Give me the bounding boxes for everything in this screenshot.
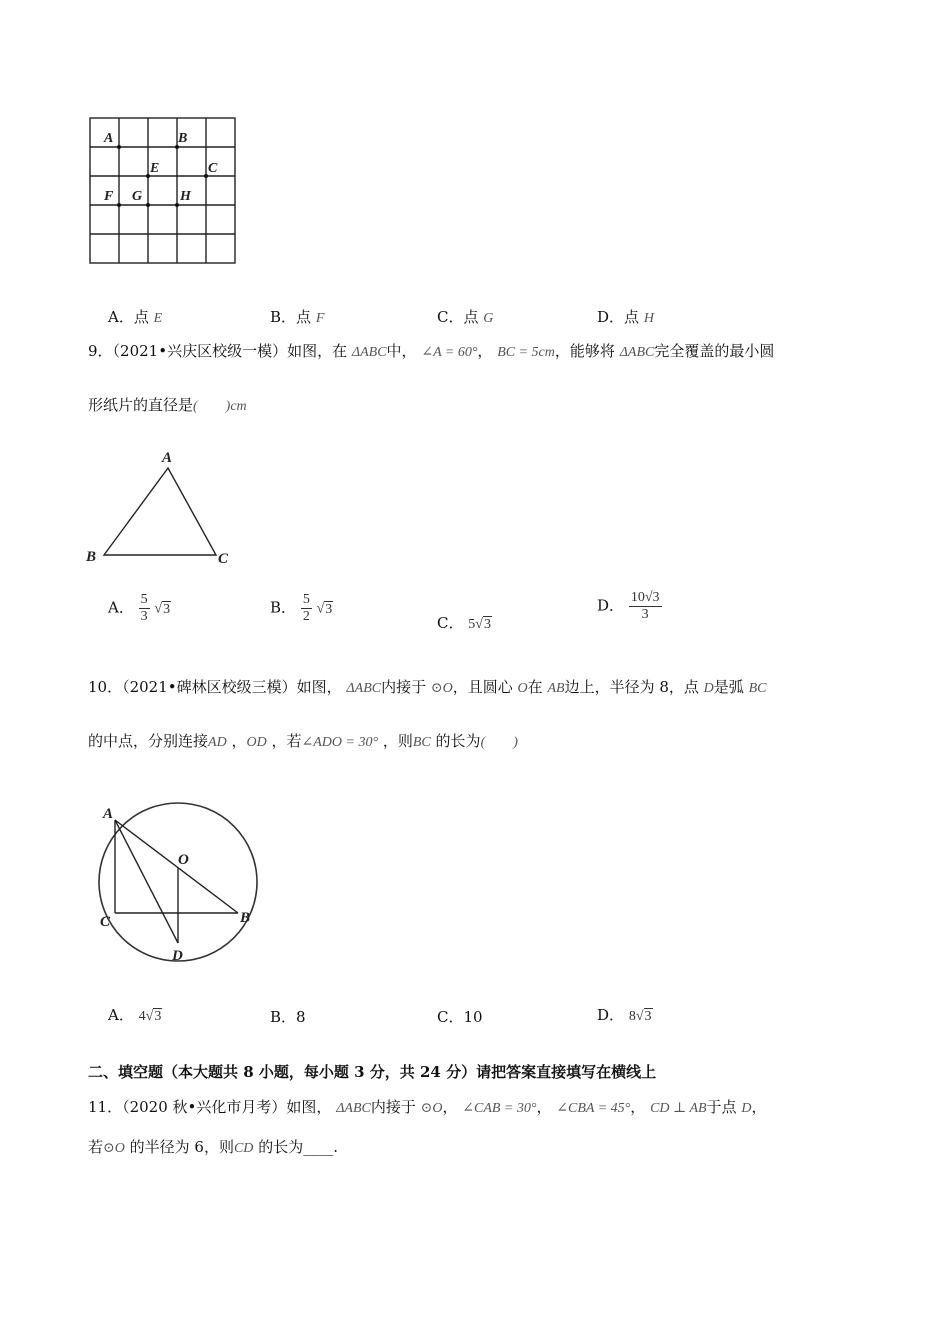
q10-circle-figure <box>92 800 267 968</box>
q10-option-d[interactable]: D． 8√3 <box>597 1006 652 1024</box>
label-c: C <box>218 551 229 567</box>
label-b: B <box>178 131 188 146</box>
label-d: D <box>172 948 183 964</box>
label-f: F <box>104 189 114 204</box>
q10-option-a[interactable]: A． 4√3 <box>108 1006 162 1024</box>
q8-grid-figure <box>88 116 238 266</box>
point-h <box>175 203 179 207</box>
q9-option-c[interactable]: C． 5√3 <box>437 614 491 632</box>
label-a: A <box>104 131 114 146</box>
answer-blank[interactable]: ____ <box>303 1138 334 1156</box>
triangle-abc <box>104 468 216 555</box>
q8-option-a[interactable]: A．点 E <box>108 308 163 326</box>
point-a <box>117 145 121 149</box>
label-o: O <box>178 852 189 868</box>
segment-ad <box>115 820 178 943</box>
q10-question-line2: 的中点，分别连接AD ，OD ，若∠ADO = 30° ，则BC 的长为( ) <box>88 732 518 750</box>
label-a: A <box>103 806 114 822</box>
q8-option-c[interactable]: C．点 G <box>437 308 494 326</box>
q10-option-b[interactable]: B．8 <box>270 1008 306 1026</box>
point-g <box>146 203 150 207</box>
label-e: E <box>150 161 160 176</box>
point-f <box>117 203 121 207</box>
q9-triangle-figure <box>82 446 242 571</box>
q8-option-d[interactable]: D．点 H <box>597 308 654 326</box>
q8-option-b[interactable]: B．点 F <box>270 308 325 326</box>
segment-ab <box>115 820 238 913</box>
label-b: B <box>86 549 97 565</box>
label-c: C <box>100 914 111 930</box>
q10-option-c[interactable]: C．10 <box>437 1008 483 1026</box>
q9-option-d[interactable]: D． $\frac{10√3}{3}$ <box>597 590 660 622</box>
section-heading: 二、填空题（本大题共 8 小题，每小题 3 分，共 24 分）请把答案直接填写在横线上 <box>88 1063 657 1081</box>
q9-question-line1: 9．（2021•兴庆区校级一模）如图，在 ΔABC中， ∠A = 60°， BC = 5cm，能够将 ΔABC完全覆盖的最小圆 <box>88 342 775 360</box>
q9-option-a[interactable]: A． $\frac{5}{3}$ √3 <box>108 592 171 624</box>
q11-question-line2: 若⊙O 的半径为 6，则CD 的长为____. <box>88 1138 338 1156</box>
q10-question-line1: 10．（2021•碑林区校级三模）如图， ΔABC内接于 ⊙O，且圆心 O在 AB边上，半径为 8，点 D是弧 BC <box>88 678 767 696</box>
label-b: B <box>240 910 251 926</box>
q11-question-line1: 11．（2020 秋•兴化市月考）如图， ΔABC内接于 ⊙O， ∠CAB = 30°， ∠CBA = 45°， CD ⊥ AB于点 D， <box>88 1098 767 1116</box>
q9-question-line2: 形纸片的直径是( )cm <box>88 396 247 414</box>
label-a: A <box>162 450 173 466</box>
q9-option-b[interactable]: B． $\frac{5}{2}$ √3 <box>270 592 333 624</box>
label-c: C <box>208 161 218 176</box>
label-h: H <box>180 189 191 204</box>
label-g: G <box>132 189 143 204</box>
